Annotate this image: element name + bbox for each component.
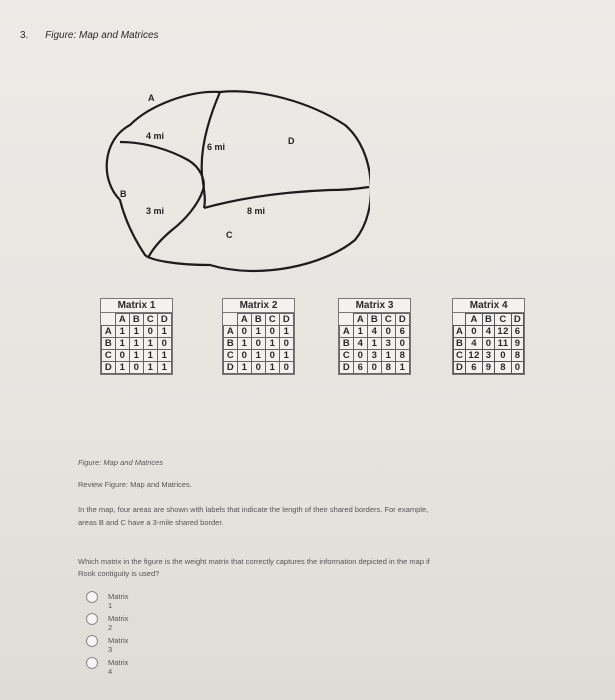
matrix-title: Matrix 1 [101, 299, 172, 313]
matrix-cell: B [368, 314, 382, 326]
matrix-cell: 0 [252, 338, 266, 350]
option-label: Matrix 2 [108, 614, 129, 632]
matrix-cell: 0 [130, 362, 144, 374]
option-label: Matrix 1 [108, 592, 129, 610]
matrix-cell: 0 [280, 362, 294, 374]
matrix-cell: C [102, 350, 116, 362]
matrix-cell: 12 [466, 350, 483, 362]
matrix-cell: 4 [466, 338, 483, 350]
matrix-cell: A [102, 326, 116, 338]
matrix-cell: 1 [368, 338, 382, 350]
matrix-cell: 1 [144, 338, 158, 350]
matrix-cell [340, 314, 354, 326]
matrix-cell: 1 [130, 326, 144, 338]
map-label-c: C [226, 230, 233, 240]
matrix-cell: C [144, 314, 158, 326]
matrix-cell [102, 314, 116, 326]
matrix-cell: A [238, 314, 252, 326]
border-label-ad: 6 mi [207, 142, 226, 152]
question-text-2: Rook contiguity is used? [78, 569, 160, 578]
matrix-cell: A [454, 326, 466, 338]
matrix-cell: 1 [158, 362, 172, 374]
matrix-cell: 1 [144, 362, 158, 374]
matrix-table [339, 313, 410, 374]
map-outline [90, 80, 370, 280]
matrix-cell: B [102, 338, 116, 350]
matrix-cell: 4 [368, 326, 382, 338]
matrix-cell: D [158, 314, 172, 326]
matrix-cell: 0 [511, 362, 523, 374]
border-label-ab: 4 mi [146, 131, 165, 141]
matrix-2 [222, 298, 295, 375]
matrix-cell: 0 [495, 350, 512, 362]
option-label: Matrix 3 [108, 636, 129, 654]
map-label-b: B [120, 189, 127, 199]
matrix-1 [100, 298, 173, 375]
matrix-table [223, 313, 294, 374]
border-label-bc: 3 mi [146, 206, 165, 216]
matrix-cell: 1 [144, 350, 158, 362]
matrix-title: Matrix 2 [223, 299, 294, 313]
matrix-cell: 0 [280, 338, 294, 350]
matrix-cell: C [224, 350, 238, 362]
matrix-cell: 1 [252, 326, 266, 338]
matrix-cell: 0 [158, 338, 172, 350]
matrix-cell: D [102, 362, 116, 374]
matrix-cell: 1 [280, 326, 294, 338]
matrix-cell: B [252, 314, 266, 326]
matrix-cell: B [340, 338, 354, 350]
matrix-cell: 9 [511, 338, 523, 350]
matrix-cell: 1 [158, 350, 172, 362]
matrix-cell: 0 [382, 326, 396, 338]
matrix-cell: 1 [116, 326, 130, 338]
matrix-cell: 3 [382, 338, 396, 350]
matrix-cell: 12 [495, 326, 512, 338]
radio-button[interactable] [86, 657, 98, 669]
map-label-d: D [288, 136, 295, 146]
matrix-cell: 4 [482, 326, 494, 338]
matrix-cell: B [454, 338, 466, 350]
matrix-title: Matrix 3 [339, 299, 410, 313]
matrix-cell: B [224, 338, 238, 350]
matrix-cell: C [340, 350, 354, 362]
matrix-cell: 1 [252, 350, 266, 362]
matrix-cell: 0 [238, 326, 252, 338]
intro-text: In the map, four areas are shown with labels that indicate the length of their shared borders. For example, [78, 505, 429, 514]
matrix-4 [452, 298, 525, 375]
matrix-cell: D [454, 362, 466, 374]
review-text: Review Figure: Map and Matrices. [78, 480, 192, 489]
radio-button[interactable] [86, 591, 98, 603]
matrix-cell: 0 [116, 350, 130, 362]
matrix-cell: 8 [382, 362, 396, 374]
matrix-cell: 1 [158, 326, 172, 338]
matrix-cell: B [130, 314, 144, 326]
matrix-cell: D [340, 362, 354, 374]
matrix-cell: 0 [482, 338, 494, 350]
matrix-cell: 8 [511, 350, 523, 362]
matrix-cell: A [340, 326, 354, 338]
matrix-cell: 6 [396, 326, 410, 338]
matrix-cell: 1 [130, 338, 144, 350]
matrix-cell: C [495, 314, 512, 326]
matrix-cell: 0 [252, 362, 266, 374]
matrix-cell [454, 314, 466, 326]
matrix-cell: 1 [130, 350, 144, 362]
matrix-cell: C [382, 314, 396, 326]
matrix-3 [338, 298, 411, 375]
matrix-cell: 1 [396, 362, 410, 374]
region-map [90, 80, 370, 280]
matrix-cell: 0 [144, 326, 158, 338]
map-label-a: A [148, 93, 155, 103]
matrix-cell: D [396, 314, 410, 326]
matrix-cell: 0 [238, 350, 252, 362]
matrix-cell: 8 [495, 362, 512, 374]
matrix-cell: D [280, 314, 294, 326]
matrix-cell: 0 [396, 338, 410, 350]
matrix-cell: 9 [482, 362, 494, 374]
matrix-cell: 4 [354, 338, 368, 350]
figure-caption: Figure: Map and Matrices [78, 458, 164, 467]
radio-button[interactable] [86, 613, 98, 625]
border-label-cd: 8 mi [247, 206, 266, 216]
matrix-cell: A [466, 314, 483, 326]
matrix-cell: 3 [482, 350, 494, 362]
question-header [20, 30, 159, 41]
matrix-cell: A [116, 314, 130, 326]
matrix-cell: 1 [280, 350, 294, 362]
matrix-cell: D [511, 314, 523, 326]
matrix-cell: 3 [368, 350, 382, 362]
matrix-cell: 6 [511, 326, 523, 338]
matrix-cell: 1 [238, 338, 252, 350]
matrix-cell: A [224, 326, 238, 338]
matrix-cell: A [354, 314, 368, 326]
matrix-cell: 6 [354, 362, 368, 374]
question-text: Which matrix in the figure is the weight matrix that correctly captures the information depicted in the map if [78, 557, 430, 566]
matrix-cell: 0 [354, 350, 368, 362]
matrix-cell: 0 [266, 326, 280, 338]
matrix-cell: C [266, 314, 280, 326]
matrix-cell: 1 [382, 350, 396, 362]
matrix-cell: 1 [116, 362, 130, 374]
matrix-cell: 1 [266, 338, 280, 350]
radio-button[interactable] [86, 635, 98, 647]
option-label: Matrix 4 [108, 658, 129, 676]
matrix-cell [224, 314, 238, 326]
matrix-title: Matrix 4 [453, 299, 524, 313]
matrix-cell: B [482, 314, 494, 326]
intro-text-2: areas B and C have a 3-mile shared border. [78, 518, 224, 527]
question-title: Figure: Map and Matrices [45, 30, 159, 41]
matrix-cell: 0 [266, 350, 280, 362]
matrix-cell: 1 [238, 362, 252, 374]
matrix-cell: 1 [266, 362, 280, 374]
matrix-cell: 0 [368, 362, 382, 374]
matrix-cell: 11 [495, 338, 512, 350]
matrix-cell: 1 [354, 326, 368, 338]
matrix-cell: 8 [396, 350, 410, 362]
matrix-table [101, 313, 172, 374]
matrix-cell: C [454, 350, 466, 362]
question-number: 3. [20, 30, 29, 41]
matrix-table [453, 313, 524, 374]
matrix-cell: D [224, 362, 238, 374]
matrix-cell: 6 [466, 362, 483, 374]
matrix-cell: 1 [116, 338, 130, 350]
matrix-cell: 0 [466, 326, 483, 338]
